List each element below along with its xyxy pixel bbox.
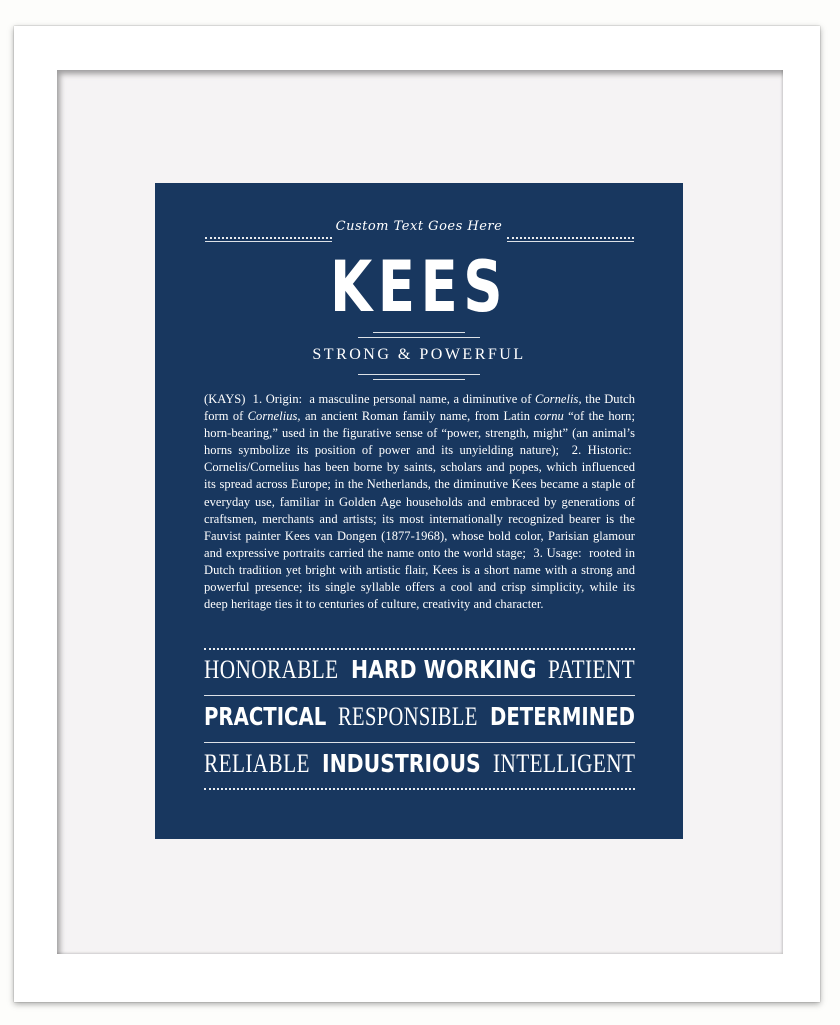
picture-frame	[14, 26, 820, 1002]
traits-dots-bottom	[204, 788, 635, 790]
historic-label: 2. Historic:	[571, 443, 632, 458]
trait-honorable: HONORABLE	[204, 655, 339, 684]
trait-determined: DETERMINED	[489, 702, 635, 731]
trait-industrious: INDUSTRIOUS	[321, 749, 481, 778]
header-rule-left	[205, 241, 332, 242]
tagline-rule-2	[373, 379, 465, 380]
traits-row-3	[204, 749, 635, 779]
trait-patient: PATIENT	[547, 655, 635, 684]
origin-text-1: a masculine personal name, a diminutive of	[309, 392, 532, 406]
usage-label: 3. Usage:	[533, 545, 582, 560]
pronunciation: (KAYS)	[204, 392, 246, 406]
usage-text: rooted in Dutch tradition yet bright with artistic flair, Kees is a short name with a strong and powerful presence; its single syllable offers a cool and crisp simplicity, while its deep heritage ties it to centuries of culture, creativity and character.	[204, 545, 635, 612]
traits-divider-1	[204, 695, 635, 696]
traits-row-2	[204, 702, 635, 732]
name-rule-2	[358, 337, 480, 338]
origin-text-2: the Dutch form of	[204, 392, 635, 424]
header-dots-right	[507, 237, 634, 239]
mat-board	[57, 70, 783, 954]
print-name: KEES	[329, 246, 509, 328]
tagline-rule-1	[358, 374, 480, 375]
trait-responsible: RESPONSIBLE	[338, 702, 478, 731]
tagline: STRONG & POWERFUL	[312, 346, 526, 363]
header-rule-right	[507, 241, 634, 242]
trait-intelligent: INTELLIGENT	[492, 749, 635, 778]
origin-text-4: “of the horn; horn-bearing,” used in the figurative sense of “power, strength, might” (an animal’s horns symbolize its position of power and its unyielding nature);	[204, 409, 635, 458]
traits-row-1	[204, 655, 635, 685]
custom-text: Custom Text Goes Here	[335, 219, 503, 234]
origin-term-cornu: cornu	[534, 409, 564, 424]
traits-dots-top	[204, 648, 635, 650]
origin-text-3: an ancient Roman family name, from Latin	[304, 409, 531, 424]
name-rule-1	[373, 332, 465, 333]
origin-label: 1. Origin:	[252, 392, 303, 406]
name-print	[155, 183, 683, 839]
historic-text: Cornelis/Cornelius has been borne by saints, scholars and popes, which influenced its spread across Europe; in the Netherlands, the diminutive Kees became a staple of everyday use, familiar in Golden Age households and embraced by generations of craftsmen, merchants and artists; its most internationally recognized bearer is the Fauvist painter Kees van Dongen (1877-1968), whose bold color, Parisian glamour and expressive portraits carried the name onto the world stage;	[204, 460, 635, 560]
trait-hard-working: HARD WORKING	[350, 655, 536, 684]
trait-reliable: RELIABLE	[204, 749, 310, 778]
origin-term-cornelius: Cornelius,	[247, 409, 301, 424]
name-description	[204, 391, 635, 613]
trait-practical: PRACTICAL	[204, 702, 327, 731]
traits-divider-2	[204, 742, 635, 743]
origin-term-cornelis: Cornelis,	[534, 392, 582, 406]
header-dots-left	[205, 237, 332, 239]
